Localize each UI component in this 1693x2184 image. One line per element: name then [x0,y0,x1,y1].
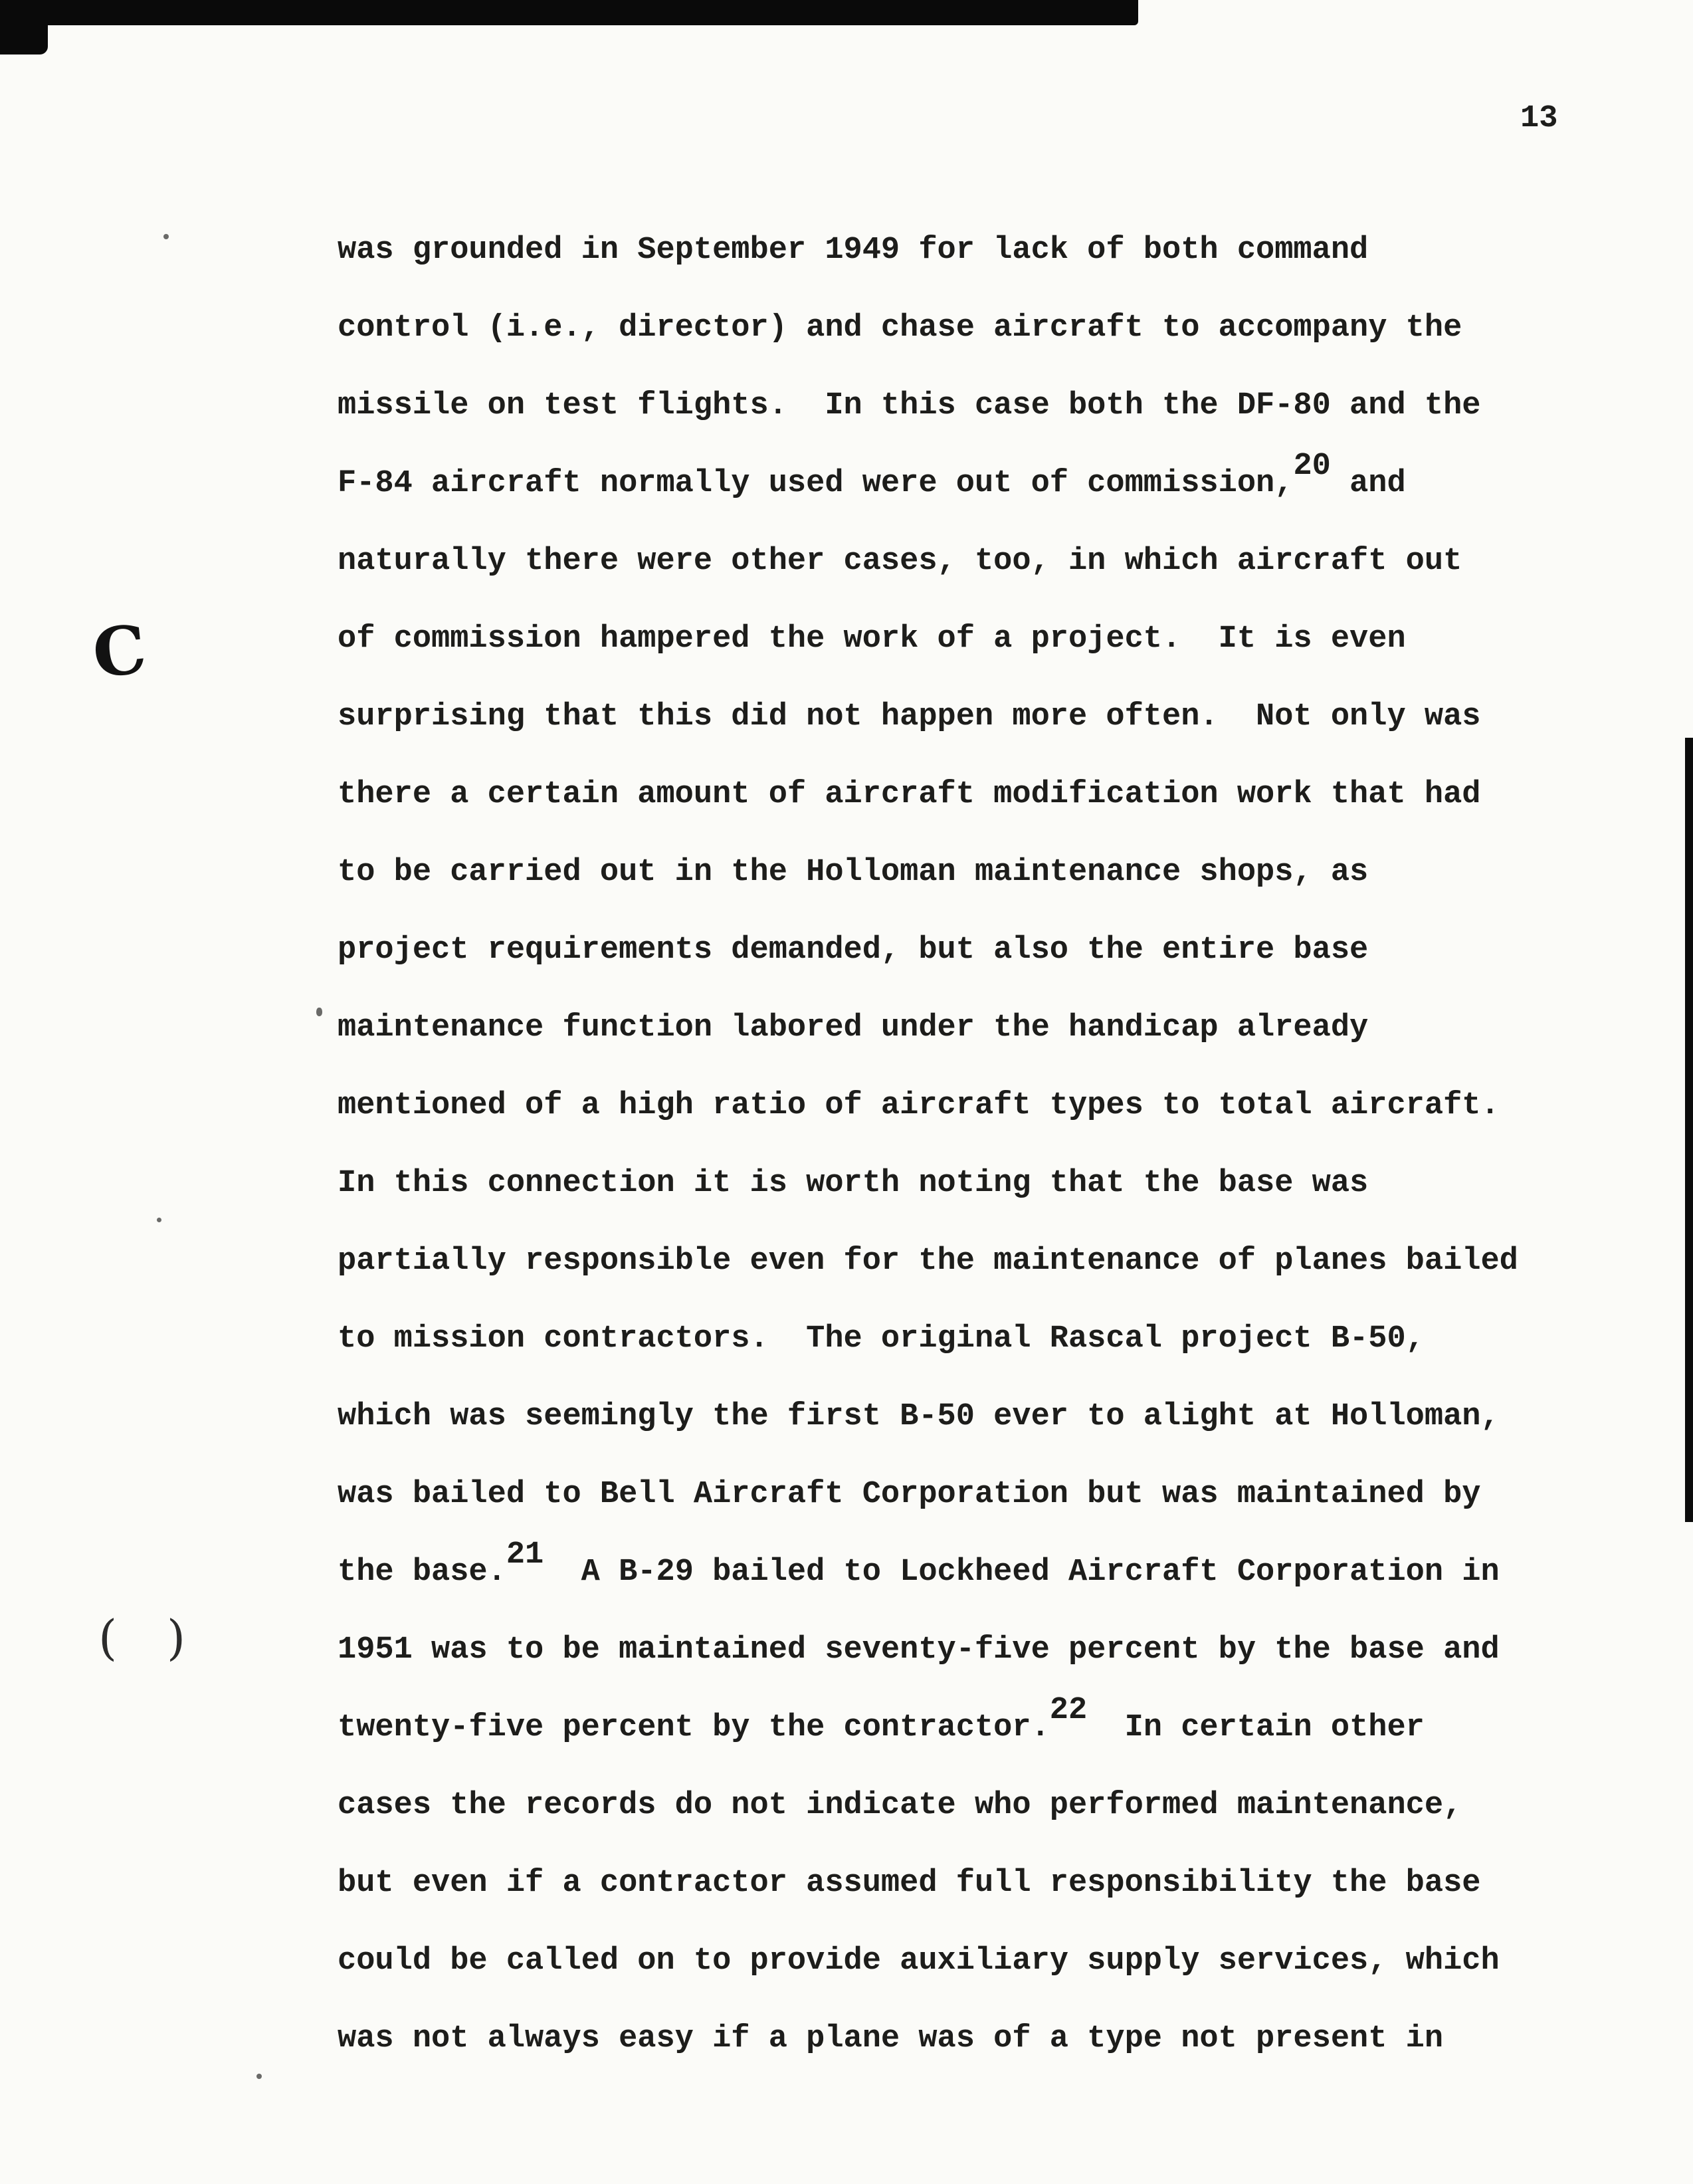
scan-speck [316,1008,322,1016]
text-segment: naturally there were other cases, too, in which aircraft out [338,544,1462,579]
text-line [338,1844,1613,1922]
handwritten-circle-mark: C [89,609,150,693]
text-line [338,289,1613,367]
text-segment: surprising that this did not happen more often. Not only was [338,699,1481,734]
body-text [338,211,1613,2078]
scan-artifact-right-edge [1685,738,1693,1522]
text-line [338,600,1613,678]
text-line [338,1611,1613,1689]
scan-speck [163,234,169,239]
text-segment: was bailed to Bell Aircraft Corporation but was maintained by [338,1477,1481,1512]
text-segment: 1951 was to be maintained seventy-five percent by the base and [338,1632,1500,1668]
text-line [338,1378,1613,1456]
text-segment: of commission hampered the work of a project. It is even [338,621,1406,657]
text-segment: but even if a contractor assumed full responsibility the base [338,1866,1481,1901]
text-segment: the base. [338,1555,506,1590]
text-segment: maintenance function labored under the handicap already [338,1010,1369,1045]
text-line [338,911,1613,989]
text-line [338,367,1613,445]
text-segment: missile on test flights. In this case both the DF-80 and the [338,388,1481,423]
text-line [338,989,1613,1067]
text-line [338,756,1613,833]
text-line [338,211,1613,289]
scan-speck [256,2074,262,2079]
text-segment: to mission contractors. The original Rascal project B-50, [338,1321,1425,1357]
text-segment: was not always easy if a plane was of a type not present in [338,2021,1444,2056]
text-line [338,833,1613,911]
footnote-reference: 20 [1293,449,1331,485]
page-number: 13 [1520,101,1558,136]
text-line [338,1922,1613,2000]
text-segment: there a certain amount of aircraft modification work that had [338,777,1481,812]
scan-artifact-top-bar [39,0,1138,25]
text-segment: and [1330,466,1406,501]
text-line [338,1067,1613,1145]
text-line [338,678,1613,756]
text-line [338,1456,1613,1533]
text-segment: mentioned of a high ratio of aircraft types to total aircraft. [338,1088,1500,1123]
text-line [338,522,1613,600]
text-segment: A B-29 bailed to Lockheed Aircraft Corporation in [544,1555,1500,1590]
text-segment: F-84 aircraft normally used were out of commission, [338,466,1294,501]
text-segment: which was seemingly the first B-50 ever to alight at Holloman, [338,1399,1500,1434]
handwritten-paren-mark: ( ) [98,1610,203,1666]
text-segment: control (i.e., director) and chase aircraft to accompany the [338,310,1462,346]
text-segment: to be carried out in the Holloman maintenance shops, as [338,855,1369,890]
text-segment: could be called on to provide auxiliary supply services, which [338,1943,1500,1979]
text-segment: project requirements demanded, but also the entire base [338,932,1369,968]
text-segment: cases the records do not indicate who performed maintenance, [338,1788,1462,1823]
text-line [338,1222,1613,1300]
text-segment: was grounded in September 1949 for lack of both command [338,233,1369,268]
text-line [338,445,1613,522]
text-segment: partially responsible even for the maintenance of planes bailed [338,1244,1518,1279]
footnote-reference: 22 [1049,1693,1088,1729]
text-segment: twenty-five percent by the contractor. [338,1710,1050,1745]
text-line [338,1689,1613,1767]
text-line [338,1767,1613,1844]
text-segment: In this connection it is worth noting that the base was [338,1166,1369,1201]
footnote-reference: 21 [506,1537,544,1573]
text-line [338,1300,1613,1378]
text-line [338,2000,1613,2078]
text-line [338,1145,1613,1222]
text-line [338,1533,1613,1611]
text-segment: In certain other [1087,1710,1425,1745]
scan-speck [157,1218,161,1222]
